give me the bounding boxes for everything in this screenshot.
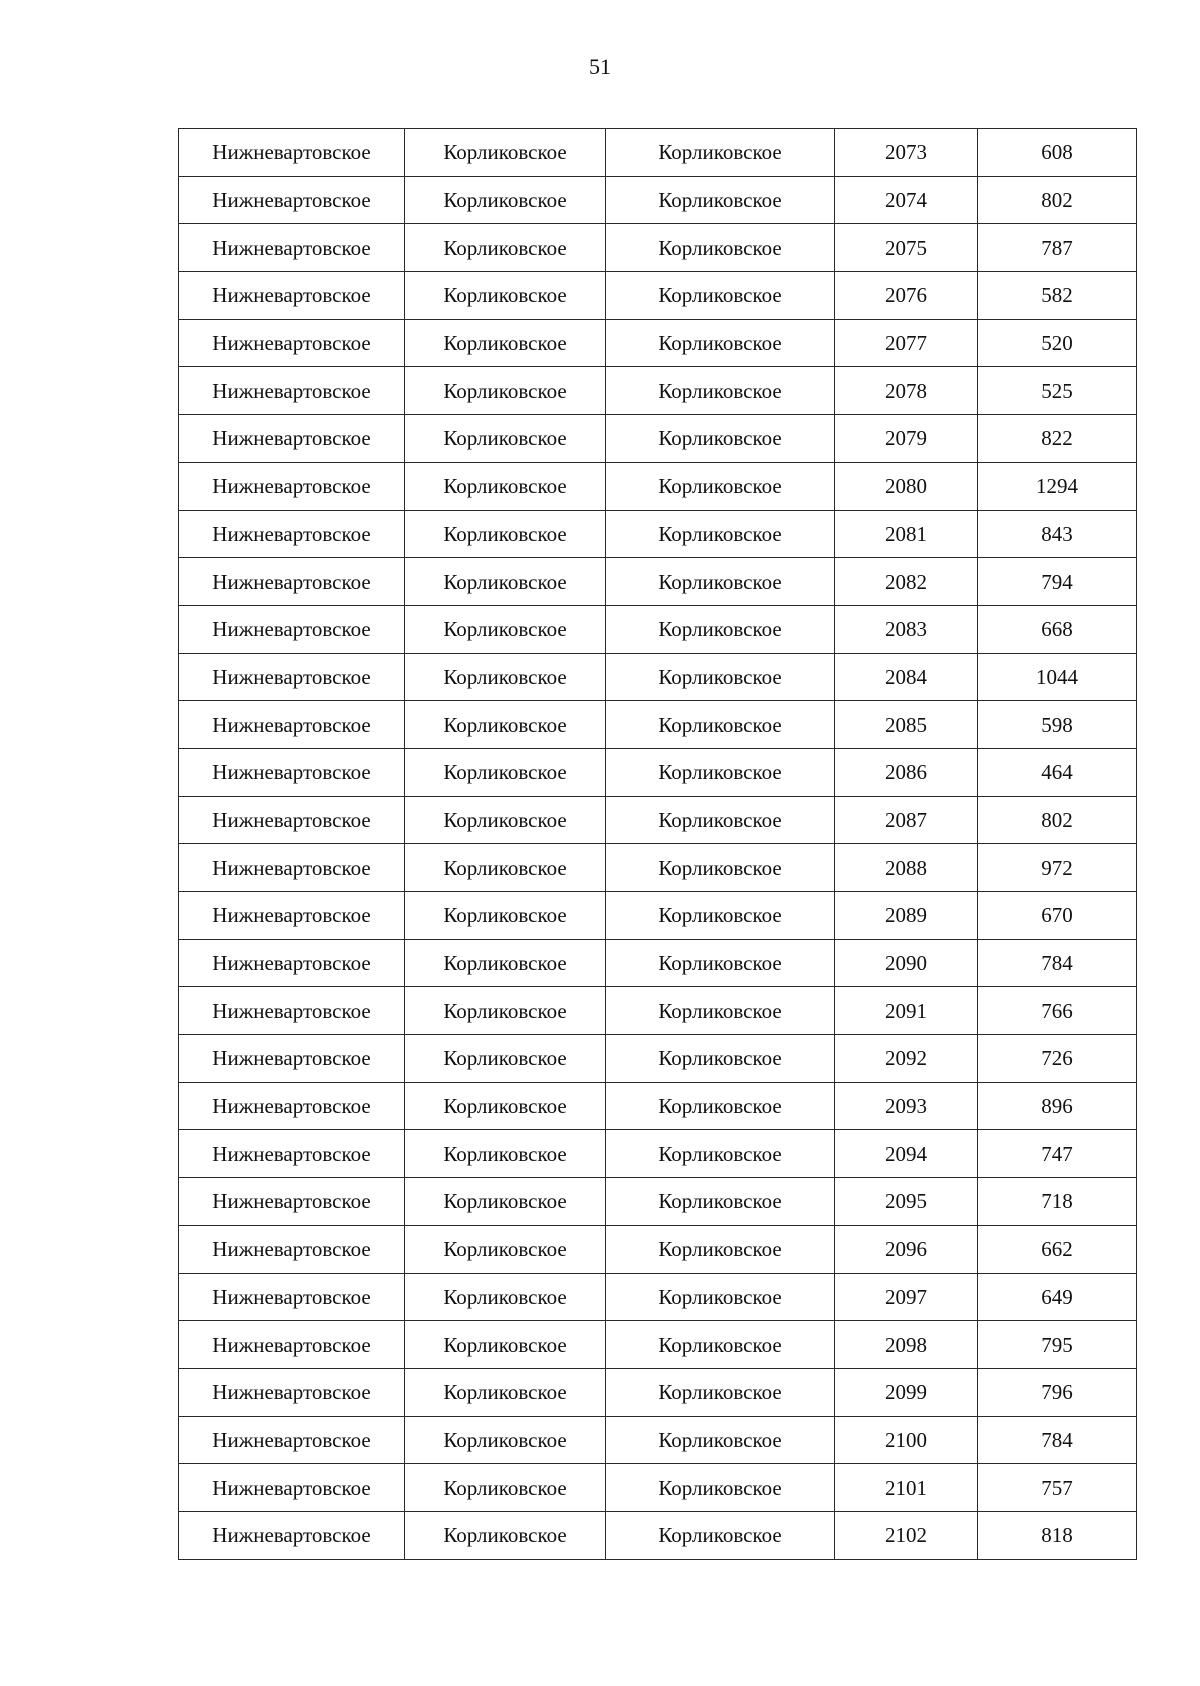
cell-locality: Корликовское (606, 319, 835, 367)
cell-district: Нижневартовское (179, 462, 405, 510)
table-row (179, 987, 1137, 1035)
cell-district: Нижневартовское (179, 1178, 405, 1226)
cell-value: 649 (978, 1273, 1137, 1321)
cell-locality: Корликовское (606, 462, 835, 510)
table-row (179, 892, 1137, 940)
cell-district: Нижневартовское (179, 1035, 405, 1083)
cell-locality: Корликовское (606, 796, 835, 844)
cell-district: Нижневартовское (179, 939, 405, 987)
cell-district: Нижневартовское (179, 605, 405, 653)
cell-district: Нижневартовское (179, 319, 405, 367)
cell-number: 2102 (835, 1511, 978, 1559)
cell-district: Нижневартовское (179, 367, 405, 415)
cell-value: 1044 (978, 653, 1137, 701)
cell-district: Нижневартовское (179, 1464, 405, 1512)
cell-locality: Корликовское (606, 510, 835, 558)
cell-number: 2097 (835, 1273, 978, 1321)
cell-locality: Корликовское (606, 653, 835, 701)
cell-settlement: Корликовское (405, 1273, 606, 1321)
cell-settlement: Корликовское (405, 224, 606, 272)
cell-district: Нижневартовское (179, 1321, 405, 1369)
cell-settlement: Корликовское (405, 987, 606, 1035)
cell-number: 2076 (835, 272, 978, 320)
cell-settlement: Корликовское (405, 1082, 606, 1130)
cell-settlement: Корликовское (405, 1464, 606, 1512)
cell-locality: Корликовское (606, 1130, 835, 1178)
cell-locality: Корликовское (606, 1225, 835, 1273)
cell-locality: Корликовское (606, 1321, 835, 1369)
cell-number: 2098 (835, 1321, 978, 1369)
cell-number: 2077 (835, 319, 978, 367)
cell-value: 784 (978, 939, 1137, 987)
cell-value: 582 (978, 272, 1137, 320)
cell-settlement: Корликовское (405, 796, 606, 844)
cell-settlement: Корликовское (405, 367, 606, 415)
cell-district: Нижневартовское (179, 748, 405, 796)
table-row (179, 224, 1137, 272)
table-row (179, 367, 1137, 415)
cell-number: 2091 (835, 987, 978, 1035)
table-body (179, 129, 1137, 1560)
cell-settlement: Корликовское (405, 653, 606, 701)
cell-locality: Корликовское (606, 1082, 835, 1130)
table-row (179, 1464, 1137, 1512)
cell-locality: Корликовское (606, 558, 835, 606)
cell-district: Нижневартовское (179, 844, 405, 892)
cell-settlement: Корликовское (405, 1416, 606, 1464)
table-row (179, 1273, 1137, 1321)
table-row (179, 605, 1137, 653)
cell-value: 796 (978, 1368, 1137, 1416)
cell-locality: Корликовское (606, 1368, 835, 1416)
cell-settlement: Корликовское (405, 510, 606, 558)
cell-district: Нижневартовское (179, 1130, 405, 1178)
table-row (179, 558, 1137, 606)
cell-locality: Корликовское (606, 701, 835, 749)
cell-district: Нижневартовское (179, 701, 405, 749)
cell-locality: Корликовское (606, 605, 835, 653)
table-row (179, 1511, 1137, 1559)
table-row (179, 129, 1137, 177)
table-row (179, 462, 1137, 510)
cell-number: 2087 (835, 796, 978, 844)
cell-settlement: Корликовское (405, 892, 606, 940)
table-row (179, 653, 1137, 701)
cell-locality: Корликовское (606, 129, 835, 177)
cell-district: Нижневартовское (179, 1273, 405, 1321)
cell-value: 818 (978, 1511, 1137, 1559)
cell-locality: Корликовское (606, 415, 835, 463)
cell-district: Нижневартовское (179, 510, 405, 558)
cell-district: Нижневартовское (179, 129, 405, 177)
cell-value: 464 (978, 748, 1137, 796)
cell-district: Нижневартовское (179, 1416, 405, 1464)
table-row (179, 939, 1137, 987)
cell-district: Нижневартовское (179, 1225, 405, 1273)
cell-district: Нижневартовское (179, 1082, 405, 1130)
cell-number: 2074 (835, 176, 978, 224)
cell-number: 2075 (835, 224, 978, 272)
table-row (179, 1178, 1137, 1226)
cell-district: Нижневартовское (179, 558, 405, 606)
cell-number: 2088 (835, 844, 978, 892)
cell-locality: Корликовское (606, 1511, 835, 1559)
table-row (179, 844, 1137, 892)
cell-locality: Корликовское (606, 892, 835, 940)
cell-settlement: Корликовское (405, 129, 606, 177)
cell-number: 2078 (835, 367, 978, 415)
cell-value: 670 (978, 892, 1137, 940)
table-row (179, 1082, 1137, 1130)
table-row (179, 1368, 1137, 1416)
cell-settlement: Корликовское (405, 415, 606, 463)
cell-locality: Корликовское (606, 1178, 835, 1226)
table-row (179, 319, 1137, 367)
cell-locality: Корликовское (606, 1035, 835, 1083)
cell-number: 2095 (835, 1178, 978, 1226)
cell-value: 972 (978, 844, 1137, 892)
cell-locality: Корликовское (606, 844, 835, 892)
cell-settlement: Корликовское (405, 939, 606, 987)
page-number: 51 (589, 54, 611, 79)
cell-number: 2080 (835, 462, 978, 510)
cell-locality: Корликовское (606, 987, 835, 1035)
cell-locality: Корликовское (606, 176, 835, 224)
table-row (179, 796, 1137, 844)
cell-number: 2100 (835, 1416, 978, 1464)
cell-number: 2083 (835, 605, 978, 653)
cell-number: 2079 (835, 415, 978, 463)
cell-number: 2099 (835, 1368, 978, 1416)
cell-number: 2082 (835, 558, 978, 606)
cell-number: 2101 (835, 1464, 978, 1512)
table-row (179, 701, 1137, 749)
table-row (179, 1225, 1137, 1273)
cell-settlement: Корликовское (405, 1225, 606, 1273)
cell-locality: Корликовское (606, 272, 835, 320)
cell-value: 608 (978, 129, 1137, 177)
cell-number: 2096 (835, 1225, 978, 1273)
cell-number: 2090 (835, 939, 978, 987)
cell-settlement: Корликовское (405, 1321, 606, 1369)
cell-settlement: Корликовское (405, 1511, 606, 1559)
cell-settlement: Корликовское (405, 176, 606, 224)
cell-value: 757 (978, 1464, 1137, 1512)
cell-locality: Корликовское (606, 939, 835, 987)
cell-settlement: Корликовское (405, 558, 606, 606)
cell-number: 2094 (835, 1130, 978, 1178)
cell-locality: Корликовское (606, 1273, 835, 1321)
cell-settlement: Корликовское (405, 748, 606, 796)
data-table (178, 128, 1137, 1560)
cell-value: 1294 (978, 462, 1137, 510)
cell-value: 795 (978, 1321, 1137, 1369)
cell-locality: Корликовское (606, 224, 835, 272)
cell-value: 598 (978, 701, 1137, 749)
cell-number: 2092 (835, 1035, 978, 1083)
cell-number: 2089 (835, 892, 978, 940)
cell-locality: Корликовское (606, 367, 835, 415)
cell-settlement: Корликовское (405, 1178, 606, 1226)
cell-settlement: Корликовское (405, 462, 606, 510)
cell-number: 2093 (835, 1082, 978, 1130)
cell-value: 718 (978, 1178, 1137, 1226)
cell-value: 726 (978, 1035, 1137, 1083)
cell-number: 2073 (835, 129, 978, 177)
cell-value: 662 (978, 1225, 1137, 1273)
cell-settlement: Корликовское (405, 605, 606, 653)
cell-settlement: Корликовское (405, 1130, 606, 1178)
cell-value: 896 (978, 1082, 1137, 1130)
cell-value: 766 (978, 987, 1137, 1035)
cell-locality: Корликовское (606, 1464, 835, 1512)
cell-value: 668 (978, 605, 1137, 653)
table-row (179, 510, 1137, 558)
cell-settlement: Корликовское (405, 701, 606, 749)
table-row (179, 1416, 1137, 1464)
cell-district: Нижневартовское (179, 796, 405, 844)
table-row (179, 272, 1137, 320)
cell-number: 2085 (835, 701, 978, 749)
cell-district: Нижневартовское (179, 1368, 405, 1416)
cell-district: Нижневартовское (179, 176, 405, 224)
cell-district: Нижневартовское (179, 224, 405, 272)
cell-value: 787 (978, 224, 1137, 272)
cell-settlement: Корликовское (405, 272, 606, 320)
cell-settlement: Корликовское (405, 1368, 606, 1416)
cell-value: 822 (978, 415, 1137, 463)
cell-district: Нижневартовское (179, 892, 405, 940)
table-row (179, 1130, 1137, 1178)
cell-value: 802 (978, 176, 1137, 224)
table-row (179, 176, 1137, 224)
cell-settlement: Корликовское (405, 319, 606, 367)
cell-value: 794 (978, 558, 1137, 606)
cell-locality: Корликовское (606, 1416, 835, 1464)
cell-number: 2086 (835, 748, 978, 796)
cell-locality: Корликовское (606, 748, 835, 796)
cell-district: Нижневартовское (179, 415, 405, 463)
cell-value: 520 (978, 319, 1137, 367)
table-row (179, 1321, 1137, 1369)
cell-value: 843 (978, 510, 1137, 558)
table-row (179, 1035, 1137, 1083)
cell-district: Нижневартовское (179, 987, 405, 1035)
cell-value: 784 (978, 1416, 1137, 1464)
cell-number: 2081 (835, 510, 978, 558)
cell-value: 802 (978, 796, 1137, 844)
cell-value: 747 (978, 1130, 1137, 1178)
cell-district: Нижневартовское (179, 272, 405, 320)
table-row (179, 748, 1137, 796)
cell-value: 525 (978, 367, 1137, 415)
cell-district: Нижневартовское (179, 653, 405, 701)
cell-settlement: Корликовское (405, 1035, 606, 1083)
table-row (179, 415, 1137, 463)
cell-settlement: Корликовское (405, 844, 606, 892)
cell-district: Нижневартовское (179, 1511, 405, 1559)
cell-number: 2084 (835, 653, 978, 701)
